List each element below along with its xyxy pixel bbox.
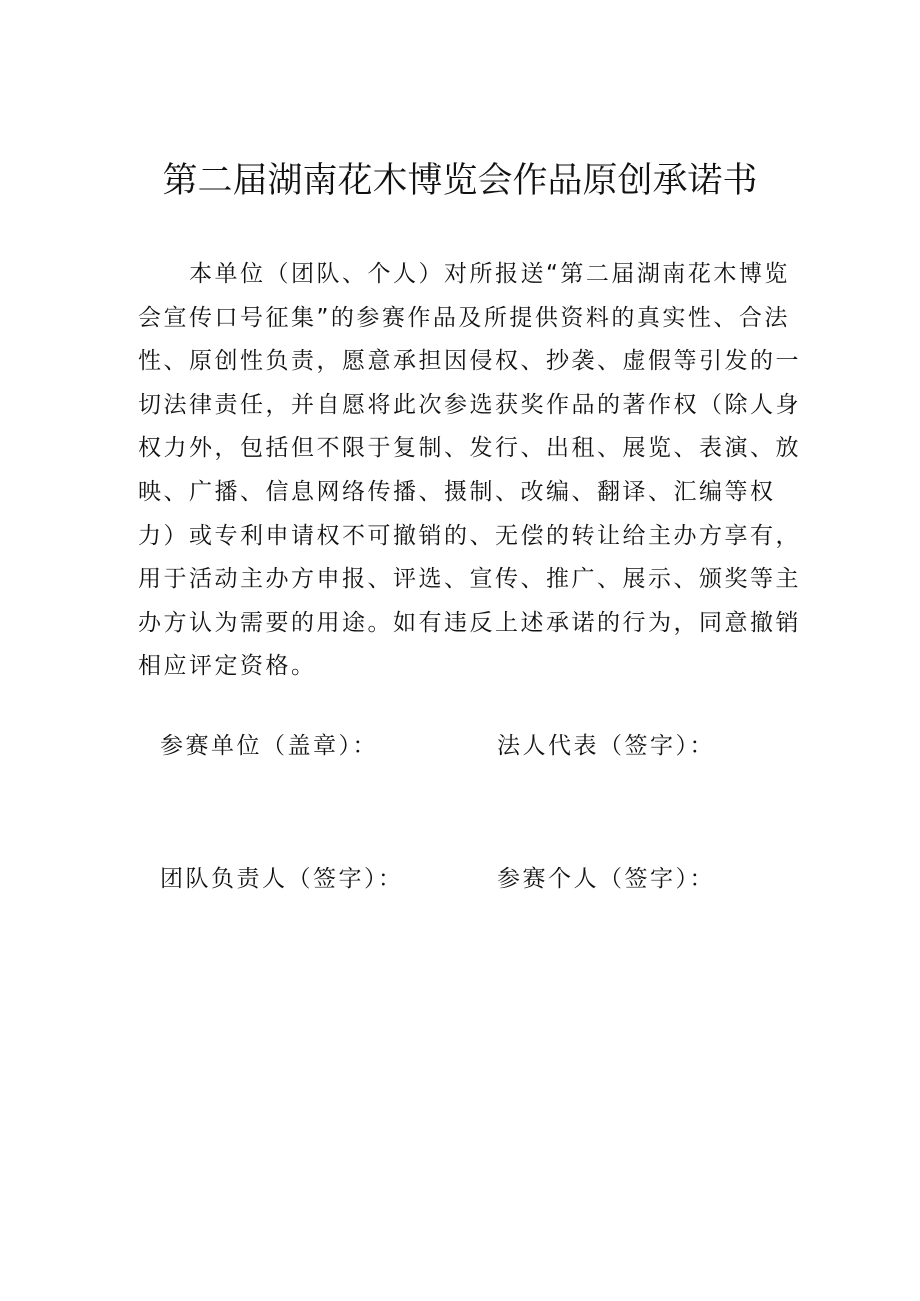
paragraph-line: 映、广播、信息网络传播、摄制、改编、翻译、汇编等权 bbox=[138, 478, 776, 505]
paragraph-line: 权力外，包括但不限于复制、发行、出租、展览、表演、放 bbox=[138, 435, 801, 462]
unit-seal-label: 参赛单位（盖章）： bbox=[160, 733, 378, 759]
paragraph-line: 会宣传口号征集”的参赛作品及所提供资料的真实性、合法 bbox=[138, 304, 790, 331]
paragraph-line: 切法律责任，并自愿将此次参选获奖作品的著作权（除人身 bbox=[138, 391, 801, 418]
team-leader-signature-label: 团队负责人（签字）： bbox=[160, 866, 404, 892]
paragraph-line: 用于活动主办方申报、评选、宣传、推广、展示、颁奖等主 bbox=[138, 566, 801, 593]
commitment-paragraph bbox=[138, 253, 801, 689]
paragraph-line: 力）或专利申请权不可撤销的、无偿的转让给主办方享有， bbox=[138, 522, 801, 549]
paragraph-line: 性、原创性负责，愿意承担因侵权、抄袭、虚假等引发的一 bbox=[138, 348, 801, 375]
document-title: 第二届湖南花木博览会作品原创承诺书 bbox=[162, 161, 758, 201]
legal-rep-signature-label: 法人代表（签字）： bbox=[497, 733, 715, 759]
individual-signature-label: 参赛个人（签字）： bbox=[497, 866, 715, 892]
paragraph-line: 相应评定资格。 bbox=[138, 653, 317, 680]
paragraph-line: 本单位（团队、个人）对所报送“第二届湖南花木博览 bbox=[138, 261, 790, 287]
paragraph-line: 办方认为需要的用途。如有违反上述承诺的行为，同意撤销 bbox=[138, 609, 801, 636]
